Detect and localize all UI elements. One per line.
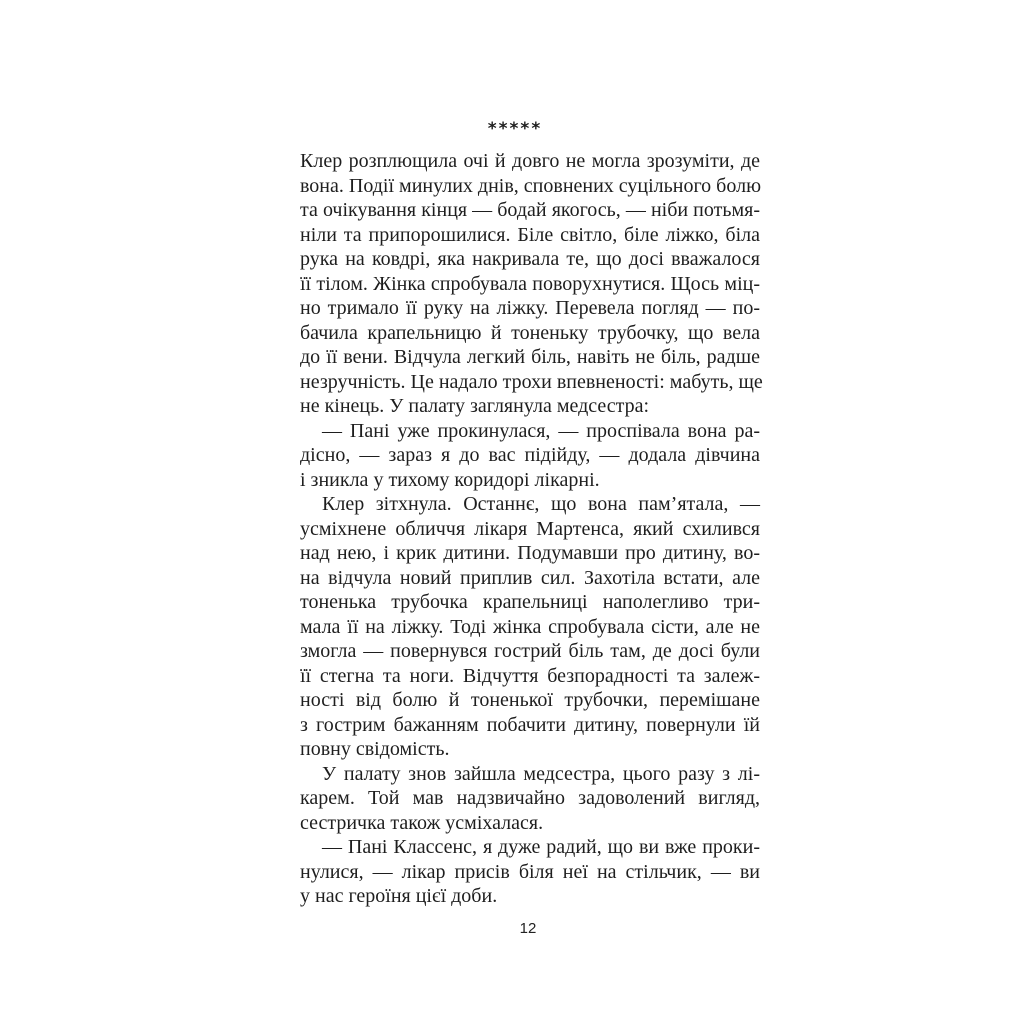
text-line: над нею, і крик дитини. Подумавши про дитину, во-: [300, 542, 760, 564]
text-line: У палату знов зайшла медсестра, цього разу з лі-: [322, 762, 760, 785]
text-line: мала її на ліжку. Тоді жінка спробувала сісти, але не: [300, 615, 760, 638]
section-separator: *****: [487, 119, 543, 139]
text-line: рука на ковдрі, яка накривала те, що досі вважалося: [300, 248, 760, 270]
paragraph: [300, 762, 760, 836]
text-line: та очікування кінця — бодай якогось, — ніби потьмя-: [300, 199, 760, 221]
text-line: з гострим бажанням побачити дитину, повернули їй: [300, 713, 760, 736]
text-line: ніли та припорошилися. Біле світло, біле ліжко, біла: [300, 223, 760, 246]
text-line: ності від болю й тоненької трубочки, перемішане: [300, 689, 760, 711]
text-line: — Пані Классенс, я дуже радий, що ви вже проки-: [322, 836, 760, 858]
text-line: нулися, — лікар присів біля неї на стільчик, — ви: [300, 860, 760, 883]
text-line: — Пані уже прокинулася, — проспівала вона ра-: [322, 419, 760, 442]
text-line: повну свідомість.: [300, 738, 450, 760]
body-text: [300, 149, 763, 909]
text-line: на відчула новий приплив сил. Захотіла встати, але: [300, 566, 760, 589]
text-line: і зникла у тихому коридорі лікарні.: [300, 468, 600, 491]
text-line: не кінець. У палату заглянула медсестра:: [300, 395, 650, 417]
text-line: Клер зітхнула. Останнє, що вона пам’ятала, —: [322, 493, 760, 515]
text-line: її тілом. Жінка спробувала поворухнутися. Щось міц-: [300, 272, 760, 295]
text-line: сестричка також усміхалася.: [300, 811, 544, 834]
paragraph: [300, 835, 760, 909]
text-line: карем. Той мав надзвичайно задоволений вигляд,: [300, 787, 760, 809]
paragraph: [300, 419, 760, 493]
text-line: но тримало її руку на ліжку. Перевела погляд — по-: [300, 297, 760, 319]
text-line: тоненька трубочка крапельниці наполегливо три-: [300, 591, 760, 613]
text-line: бачила крапельницю й тоненьку трубочку, що вела: [300, 321, 760, 344]
text-line: змогла — повернувся гострий біль там, де досі були: [300, 640, 760, 662]
text-line: усміхнене обличчя лікаря Мартенса, який схилився: [300, 517, 760, 540]
text-line: до її вени. Відчула легкий біль, навіть не біль, радше: [300, 346, 760, 368]
text-line: дісно, — зараз я до вас підійду, — додала дівчина: [300, 444, 760, 466]
text-line: у нас героїня цієї доби.: [300, 885, 498, 907]
page-number: 12: [519, 920, 537, 937]
text-line: її стегна та ноги. Відчуття безпорадності та залеж-: [300, 664, 760, 687]
text-line: вона. Події минулих днів, сповнених суцільного болю: [300, 174, 762, 197]
paragraph: [300, 492, 760, 762]
text-line: незручність. Це надало трохи впевненості: мабуть, ще: [300, 370, 763, 393]
paragraph: [300, 149, 763, 419]
text-line: Клер розплющила очі й довго не могла зрозуміти, де: [300, 150, 760, 172]
